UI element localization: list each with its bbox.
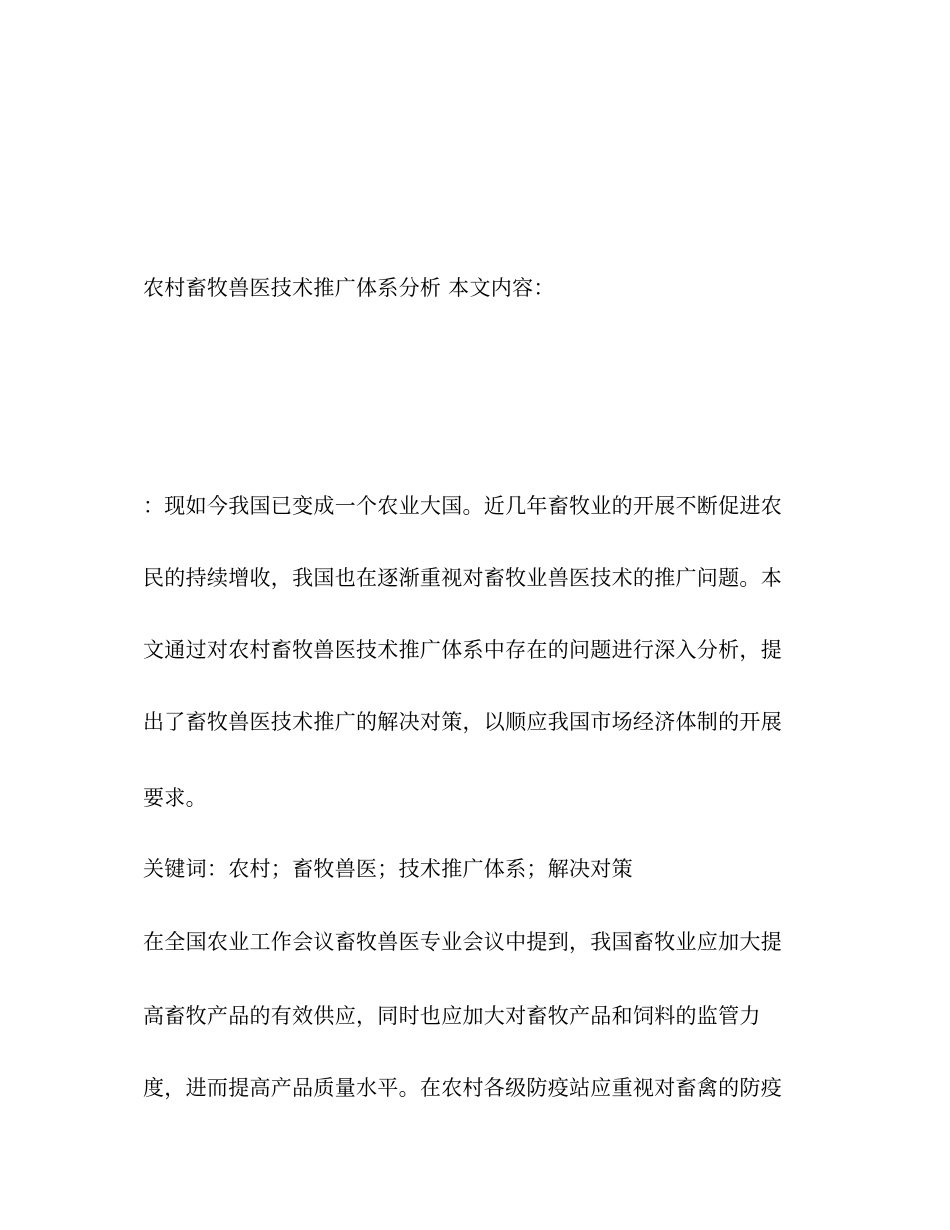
body-line-3: 度，进而提高产品质量水平。在农村各级防疫站应重视对畜禽的防疫: [143, 1076, 782, 1100]
abstract-line-4: 出了畜牧兽医技术推广的解决对策，以顺应我国市场经济体制的开展: [143, 710, 782, 734]
body-line-2: 高畜牧产品的有效供应，同时也应加大对畜牧产品和饲料的监管力: [143, 1004, 761, 1028]
abstract-line-2: 民的持续增收，我国也在逐渐重视对畜牧业兽医技术的推广问题。本: [143, 566, 782, 590]
abstract-line-3: 文通过对农村畜牧兽医技术推广体系中存在的问题进行深入分析，提: [143, 638, 782, 662]
keywords-line: 关键词：农村；畜牧兽医；技术推广体系；解决对策: [143, 857, 633, 881]
document-title-line: 农村畜牧兽医技术推广体系分析 本文内容：: [143, 276, 555, 300]
abstract-line-5: 要求。: [143, 786, 207, 810]
abstract-line-1: ：现如今我国已变成一个农业大国。近几年畜牧业的开展不断促进农: [143, 494, 782, 518]
body-line-1: 在全国农业工作会议畜牧兽医专业会议中提到，我国畜牧业应加大提: [143, 930, 782, 954]
